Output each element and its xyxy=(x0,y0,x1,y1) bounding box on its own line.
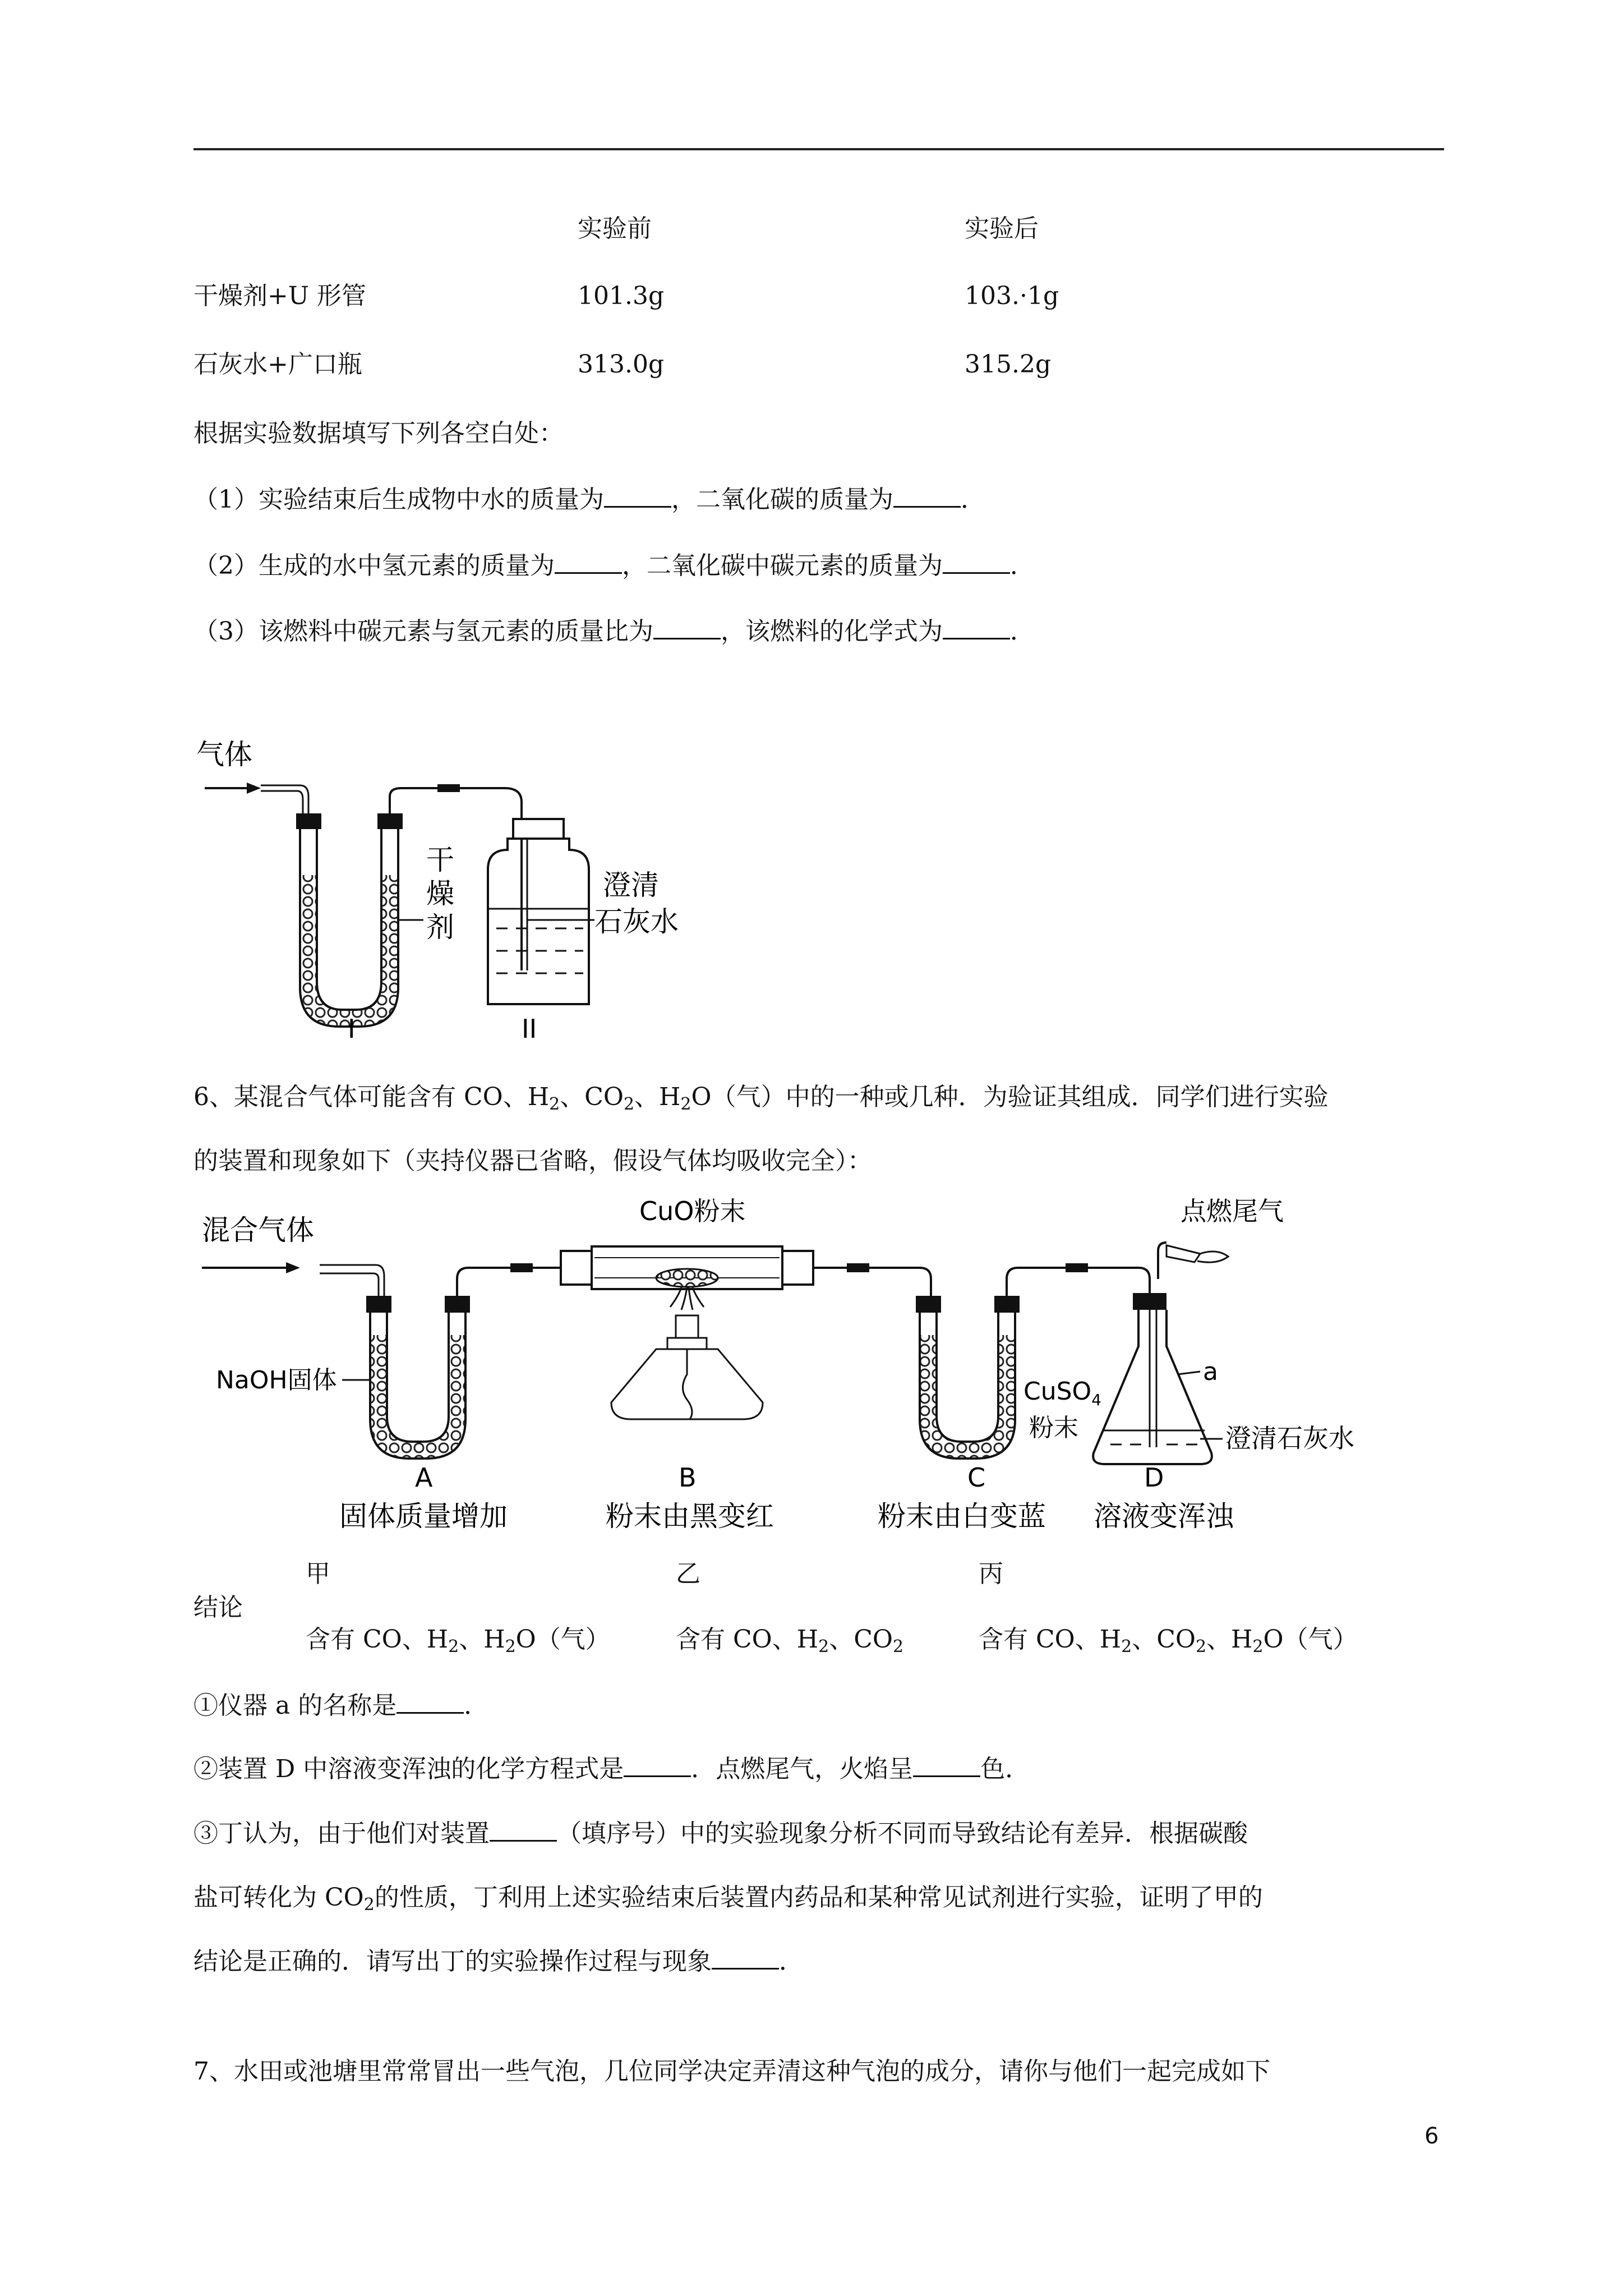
powder-label: 粉末 xyxy=(1029,1414,1078,1442)
answer-blank xyxy=(893,484,961,508)
limewater-label: 澄清 xyxy=(603,869,659,901)
sub-question-3-line-2: 盐可转化为 $CO_2$的性质，丁利用上述实验结束后装置内药品和某种常见试剂进行实验，证明了甲的 xyxy=(193,1883,1263,1915)
conclusion-jia: 含有 CO、$H_2$、$H_2O$（气） xyxy=(306,1625,610,1657)
apparatus-label-ii: II xyxy=(522,1014,537,1044)
phenomenon-d: 溶液变浑浊 xyxy=(1094,1500,1234,1533)
answer-blank xyxy=(943,615,1010,639)
conclusion-label: 结论 xyxy=(193,1593,243,1622)
desiccant-label: 干 xyxy=(426,844,454,876)
conclusion-yi: 含有 CO、$H_2$、$CO_2$ xyxy=(676,1625,904,1657)
phenomenon-c: 粉末由白变蓝 xyxy=(878,1500,1046,1533)
answer-blank xyxy=(624,1753,691,1777)
table-header-after: 实验后 xyxy=(965,214,1039,243)
ignite-tail-gas-label: 点燃尾气 xyxy=(1181,1196,1284,1226)
answer-blank xyxy=(943,550,1010,574)
answer-blank xyxy=(604,484,671,508)
conclusion-bing: 含有 CO、$H_2$、$CO_2$、$H_2O$（气） xyxy=(979,1625,1358,1657)
phenomenon-a: 固体质量增加 xyxy=(339,1500,508,1533)
cuso4-label: CuSO$_4$ xyxy=(1023,1377,1101,1409)
conclusion-name-bing: 丙 xyxy=(979,1559,1003,1588)
sub-question-3-line-1: ③丁认为，由于他们对装置 （填序号）中的实验现象分析不同而导致结论有差异．根据碳酸 xyxy=(193,1818,1248,1849)
q5-part-3: （3）该燃料中碳元素与氢元素的质量比为 ，该燃料的化学式为 ． xyxy=(193,615,1035,647)
table-cell-after: 315.2g xyxy=(965,350,1052,379)
apparatus-letter-a: A xyxy=(415,1462,433,1493)
q5-part-2: （2）生成的水中氢元素的质量为 ，二氧化碳中碳元素的质量为 ． xyxy=(193,550,1035,582)
table-row-label: 石灰水+广口瓶 xyxy=(193,350,362,379)
table-row-label: 干燥剂+U 形管 xyxy=(193,282,366,310)
gas-label: 气体 xyxy=(196,738,252,771)
table-cell-before: 101.3g xyxy=(578,282,665,310)
answer-blank xyxy=(490,1818,557,1842)
answer-blank xyxy=(712,1945,779,1970)
sub-question-2: ②装置 D 中溶液变浑浊的化学方程式是 ．点燃尾气，火焰呈 色． xyxy=(193,1753,1030,1785)
conclusion-name-jia: 甲 xyxy=(306,1559,330,1588)
apparatus-letter-c: C xyxy=(967,1462,986,1493)
apparatus-letter-d: D xyxy=(1144,1462,1164,1493)
table-cell-after: 103.·1g xyxy=(965,282,1059,310)
instrument-a-label: a xyxy=(1203,1358,1218,1386)
apparatus-letter-b: B xyxy=(679,1462,697,1493)
limewater-label: 石灰水 xyxy=(594,905,679,938)
apparatus-label-i: I xyxy=(348,1014,356,1044)
table-header-before: 实验前 xyxy=(578,214,652,243)
limewater-label: 澄清石灰水 xyxy=(1225,1423,1354,1453)
answer-blank xyxy=(555,550,622,574)
desiccant-label: 剂 xyxy=(426,911,454,944)
answer-blank xyxy=(913,1753,980,1777)
q7-text: 7、水田或池塘里常常冒出一些气泡，几位同学决定弄清这种气泡的成分，请你与他们一起完成如下 xyxy=(193,2057,1270,2086)
mixed-gas-label: 混合气体 xyxy=(202,1214,314,1246)
q6-line-1: 6、某混合气体可能含有 CO、$H_2$、$CO_2$、$H_2O$（气）中的一种或几种．为验证其组成．同学们进行实验 xyxy=(193,1083,1329,1114)
cuo-label: CuO粉末 xyxy=(639,1196,746,1226)
desiccant-label: 燥 xyxy=(426,877,454,910)
sub-question-1: ①仪器 a 的名称是 ． xyxy=(193,1690,488,1722)
phenomenon-b: 粉末由黑变红 xyxy=(606,1500,774,1533)
conclusion-name-yi: 乙 xyxy=(676,1559,700,1588)
naoh-label: NaOH固体 xyxy=(216,1366,337,1395)
answer-blank xyxy=(396,1690,464,1714)
apparatus-figure-2 xyxy=(191,1195,1441,1554)
page-number: 6 xyxy=(1424,2123,1439,2149)
sub-question-3-line-3: 结论是正确的．请写出丁的实验操作过程与现象 ． xyxy=(193,1945,804,1977)
header-rule xyxy=(193,148,1444,150)
q5-intro: 根据实验数据填写下列各空白处： xyxy=(193,419,564,448)
table-cell-before: 313.0g xyxy=(578,350,665,379)
q5-part-1: （1）实验结束后生成物中水的质量为 ，二氧化碳的质量为 ． xyxy=(193,484,985,516)
q6-line-2: 的装置和现象如下（夹持仪器已省略，假设气体均吸收完全）： xyxy=(193,1147,872,1175)
apparatus-figure-1 xyxy=(191,735,751,1049)
answer-blank xyxy=(653,615,721,639)
